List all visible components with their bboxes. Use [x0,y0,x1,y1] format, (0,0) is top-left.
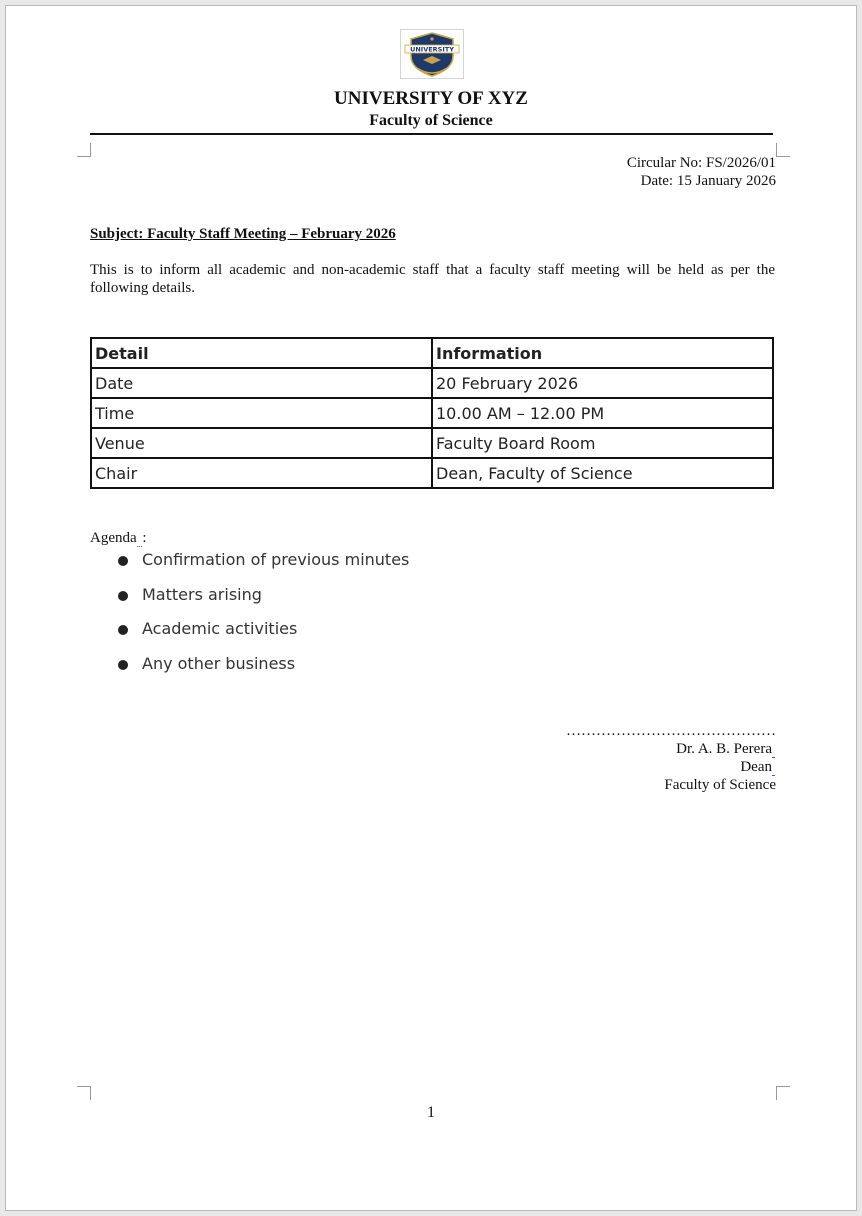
circular-date: Date: 15 January 2026 [640,173,776,189]
margin-corner-bottom-right [776,1086,790,1100]
table-cell: 20 February 2026 [432,368,773,398]
table-header-cell: Information [432,338,773,368]
header-divider [90,133,773,135]
table-row [91,398,773,428]
table-header-row [91,338,773,368]
agenda-item-text: Matters arising [142,584,262,604]
faculty-title: Faculty of Science [369,112,493,129]
table-row [91,368,773,398]
margin-corner-top-left [77,143,91,157]
signature-line: …………………………………… [566,723,776,739]
agenda-list [90,548,409,686]
agenda-colon: : [142,530,147,546]
margin-corner-bottom-left [77,1086,91,1100]
agenda-item-text: Confirmation of previous minutes [142,550,410,569]
bullet-icon [118,591,128,601]
table-cell: Dean, Faculty of Science [432,458,773,488]
table-row [91,458,773,488]
list-item [90,617,409,652]
agenda-label [90,530,147,547]
table-header-cell: Detail [91,338,432,368]
list-item [90,583,409,618]
agenda-item-text: Any other business [142,653,296,673]
signatory-title-text: Dean [740,759,772,775]
signatory-faculty: Faculty of Science [664,777,776,793]
document-page [6,6,856,1210]
logo-text: UNIVERSITY [410,45,454,54]
spellcheck-mark [772,741,774,758]
intro-paragraph: This is to inform all academic and non-academic staff that a faculty staff meeting will be held as per the following details. [90,262,775,296]
bullet-icon [118,625,128,635]
bullet-icon [118,660,128,670]
table-cell: Chair [91,458,432,488]
university-logo [400,29,464,79]
subject-line: Subject: Faculty Staff Meeting – February 2026 [90,226,396,242]
bullet-icon [118,556,128,566]
table-row [91,428,773,458]
table-cell: Time [91,398,432,428]
meeting-details-table [90,337,774,489]
page-number: 1 [427,1104,435,1121]
signatory-title [740,758,774,776]
agenda-item-text: Academic activities [142,619,298,638]
margin-corner-top-right [776,143,790,157]
list-item [90,652,409,687]
signatory-name [676,740,774,758]
table-cell: Faculty Board Room [432,428,773,458]
list-item [90,548,409,583]
table-cell: 10.00 AM – 12.00 PM [432,398,773,428]
spellcheck-mark [772,759,774,776]
agenda-label-text: Agenda [90,530,137,546]
table-cell: Venue [91,428,432,458]
signatory-name-text: Dr. A. B. Perera [676,741,772,757]
university-title: UNIVERSITY OF XYZ [334,88,528,109]
circular-number: Circular No: FS/2026/01 [626,155,776,171]
table-cell: Date [91,368,432,398]
